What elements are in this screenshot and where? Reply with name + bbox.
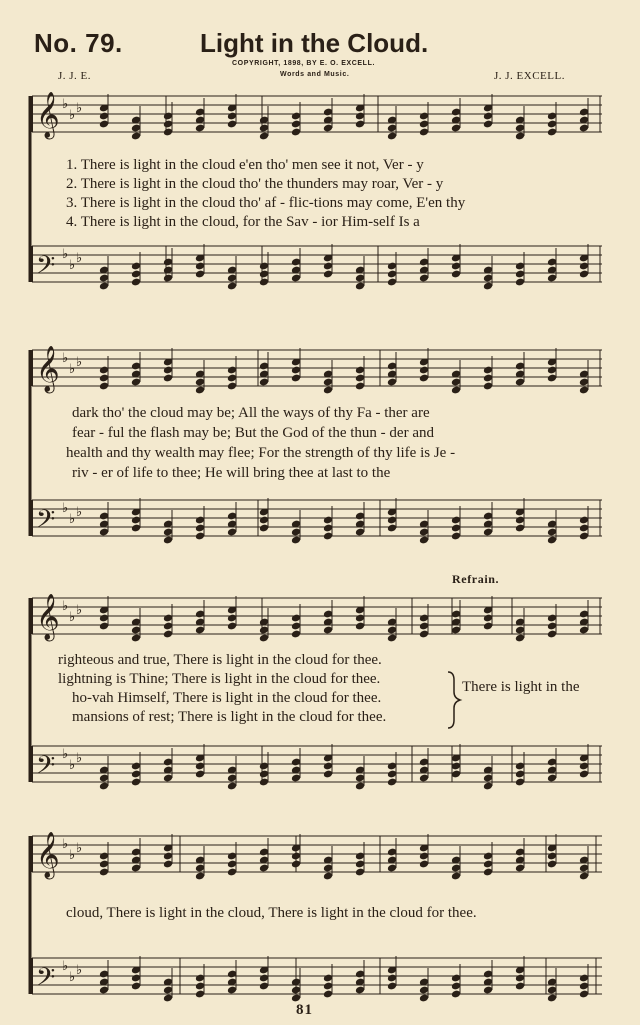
svg-text:♭: ♭ [76,963,83,978]
svg-text:♭: ♭ [76,751,83,766]
svg-text:♭: ♭ [69,512,76,527]
words-and-music-credit: Words and Music. [280,71,350,78]
svg-text:♭: ♭ [69,610,76,625]
svg-text:𝄢: 𝄢 [36,751,56,786]
verse-line-4a: 4. There is light in the cloud, for the Sav - ior Him-self Is a [66,214,420,230]
svg-text:♭: ♭ [62,501,69,516]
svg-text:𝄞: 𝄞 [36,346,60,392]
svg-text:𝄢: 𝄢 [36,963,56,998]
svg-text:♭: ♭ [76,603,83,618]
verse-line-3b: health and thy wealth may flee; For the strength of thy life is Je - [66,445,456,461]
svg-text:♭: ♭ [69,848,76,863]
svg-text:♭: ♭ [69,758,76,773]
svg-text:♭: ♭ [62,247,69,262]
svg-text:♭: ♭ [76,841,83,856]
verse-line-1c: righteous and true, There is light in the cloud for thee. [58,652,382,668]
author-lyrics: J. J. E. [58,70,92,82]
refrain-text: There is light in the [462,679,580,695]
hymn-title: Light in the Cloud. [200,28,429,58]
svg-text:♭: ♭ [62,959,69,974]
refrain-line: cloud, There is light in the cloud, There is light in the cloud for thee. [66,905,477,921]
refrain-brace [448,672,460,728]
svg-text:♭: ♭ [76,355,83,370]
author-music: J. J. EXCELL. [494,70,565,82]
svg-text:♭: ♭ [62,747,69,762]
svg-text:𝄞: 𝄞 [36,594,60,640]
svg-text:♭: ♭ [76,505,83,520]
refrain-label: Refrain. [452,572,500,586]
svg-text:♭: ♭ [62,351,69,366]
svg-text:♭: ♭ [76,251,83,266]
verse-line-2a: 2. There is light in the cloud tho' the thunders may roar, Ver - y [66,176,444,192]
verse-line-2c: lightning is Thine; There is light in the cloud for thee. [58,671,381,687]
svg-text:♭: ♭ [62,599,69,614]
hymn-number: No. 79. [34,28,123,58]
verse-line-4b: riv - er of life to thee; He will bring thee at last to the [72,465,391,481]
svg-text:♭: ♭ [69,362,76,377]
verse-line-3c: ho-vah Himself, There is light in the cloud for thee. [72,690,382,706]
svg-text:♭: ♭ [69,108,76,123]
page-number: 81 [296,1002,313,1018]
verse-line-4c: mansions of rest; There is light in the cloud for thee. [72,709,387,725]
svg-text:𝄢: 𝄢 [36,505,56,540]
svg-text:♭: ♭ [69,258,76,273]
svg-text:♭: ♭ [69,970,76,985]
verse-line-2b: fear - ful the flash may be; But the God of the thun - der and [72,425,434,441]
svg-text:♭: ♭ [76,101,83,116]
svg-text:𝄢: 𝄢 [36,251,56,286]
svg-text:𝄞: 𝄞 [36,92,60,138]
copyright-line: COPYRIGHT, 1898, BY E. O. EXCELL. [232,60,375,67]
verse-line-3a: 3. There is light in the cloud tho' af - flic-tions may come, E'en thy [66,195,466,211]
verse-line-1b: dark tho' the cloud may be; All the ways of thy Fa - ther are [72,405,430,421]
verse-line-1a: 1. There is light in the cloud e'en tho' men see it not, Ver - y [66,157,424,173]
svg-text:♭: ♭ [62,97,69,112]
svg-text:♭: ♭ [62,837,69,852]
svg-text:𝄞: 𝄞 [36,832,60,878]
